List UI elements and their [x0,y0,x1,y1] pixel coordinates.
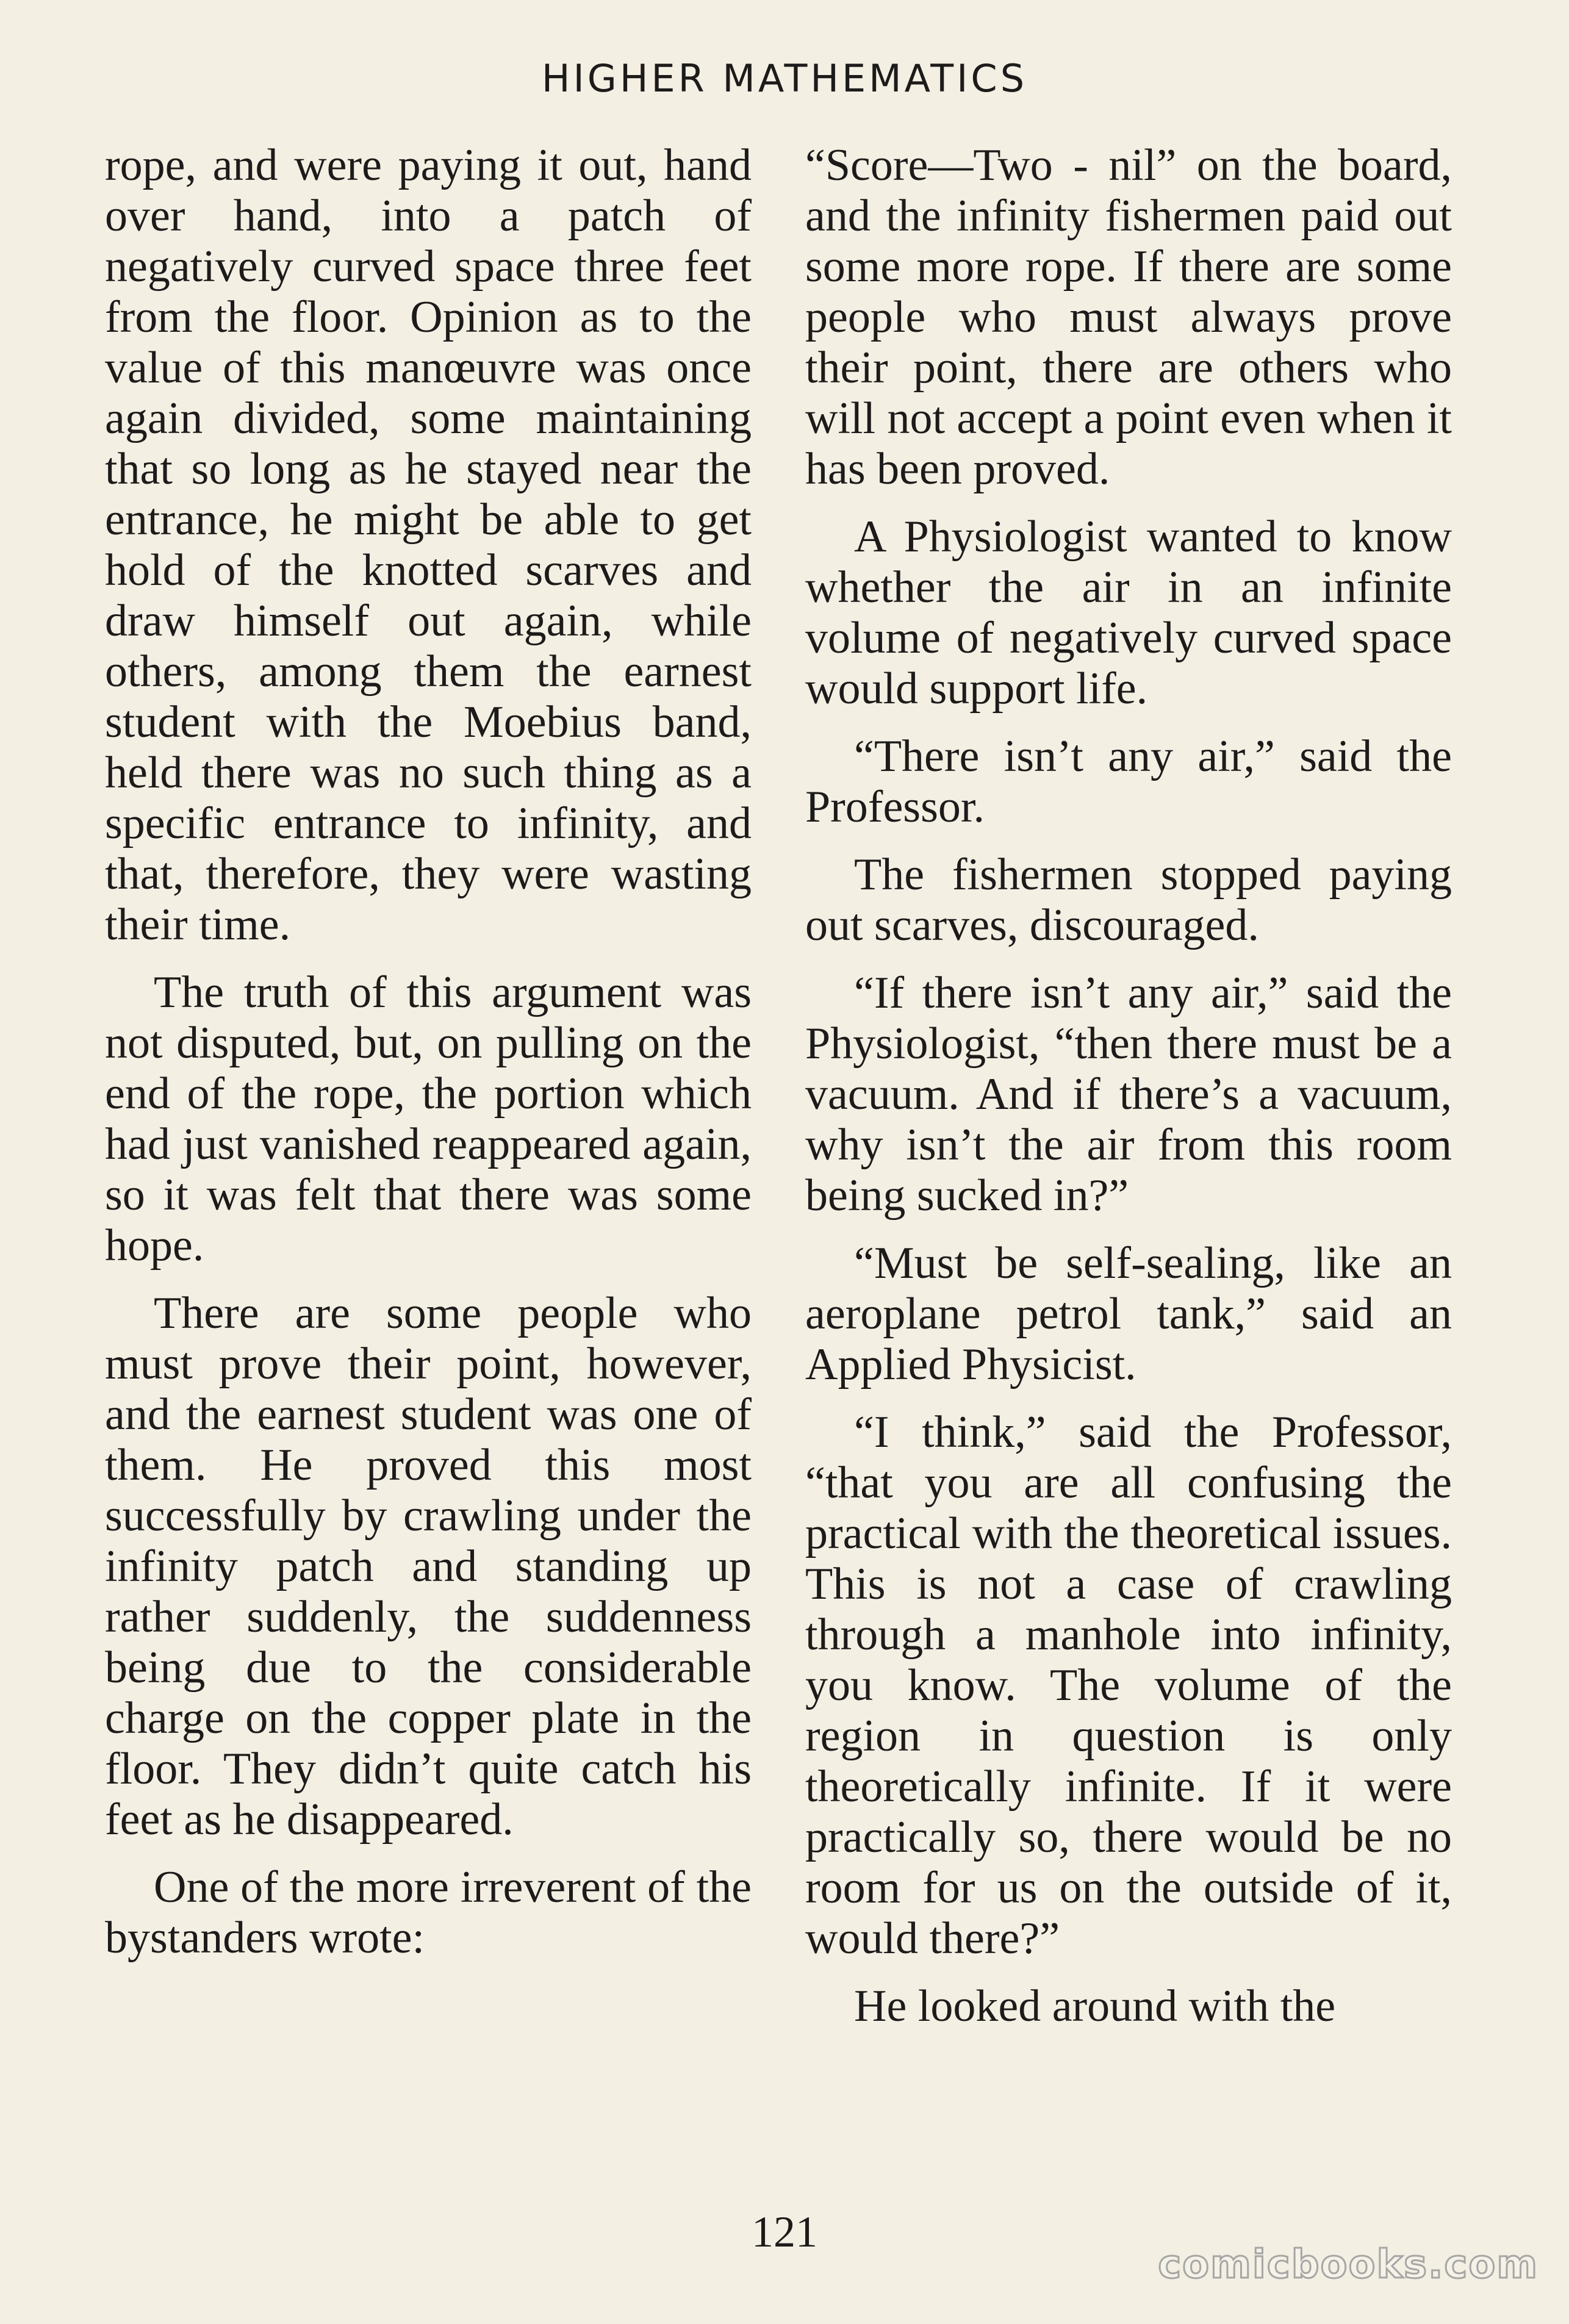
paragraph: “Must be self-sealing, like an aeroplane petrol tank,” said an Applied Physicist. [805,1238,1452,1390]
watermark: comicbooks.com [1158,2242,1538,2287]
paragraph: He looked around with the [854,1981,1336,2031]
paragraph: The truth of this argument was not disputed, but, on pulling on the end of the rope, the portion which had just vanished reappeared again, so it was felt that there was some hope. [105,967,752,1271]
page-number: 121 [752,2207,817,2256]
paragraph: “There isn’t any air,” said the Professor. [805,731,1452,832]
paragraph: “If there isn’t any air,” said the Physiologist, “then there must be a vacuum. And if there’s a vacuum, why isn’t the air from this room being sucked in?” [805,968,1452,1221]
paragraph: “I think,” said the Professor, “that you are all confusing the practical with the theoretical issues. This is not a case of crawling through a manhole into infinity, you know. The volume of the region in question is only theoretically infinite. If it were practically so, there would be no room for us on the outside of it, would there?” [805,1407,1452,1964]
paragraph: A Physiologist wanted to know whether the air in an infinite volume of negatively curved space would support life. [805,512,1452,714]
running-header: HIGHER MATHEMATICS [541,56,1028,101]
paragraph: “Score—Two - nil” on the board, and the infinity fishermen paid out some more rope. If there are some people who must always prove their point, there are others who will not accept a point even when it has been proved. [805,140,1452,494]
paragraph: rope, and were paying it out, hand over hand, into a patch of negatively curved space three feet from the floor. Opinion as to the value of this manœuvre was once again divided, some maintaining that so long as he stayed near the entrance, he might be able to get hold of the knotted scarves and draw himself out again, while others, among them the earnest student with the Moebius band, held there was no such thing as a specific entrance to infinity, and that, therefore, they were wasting their time. [105,140,752,950]
paragraph: There are some people who must prove their point, however, and the earnest student was one of them. He proved this most successfully by crawling under the infinity patch and standing up rather suddenly, the suddenness being due to the considerable charge on the copper plate in the floor. They didn’t quite catch his feet as he disappeared. [105,1288,752,1845]
paragraph: The fishermen stopped paying out scarves, discouraged. [805,850,1452,950]
paragraph: One of the more irreverent of the bystanders wrote: [105,1862,752,1963]
right-column [805,140,1452,2049]
left-column [105,140,752,1981]
